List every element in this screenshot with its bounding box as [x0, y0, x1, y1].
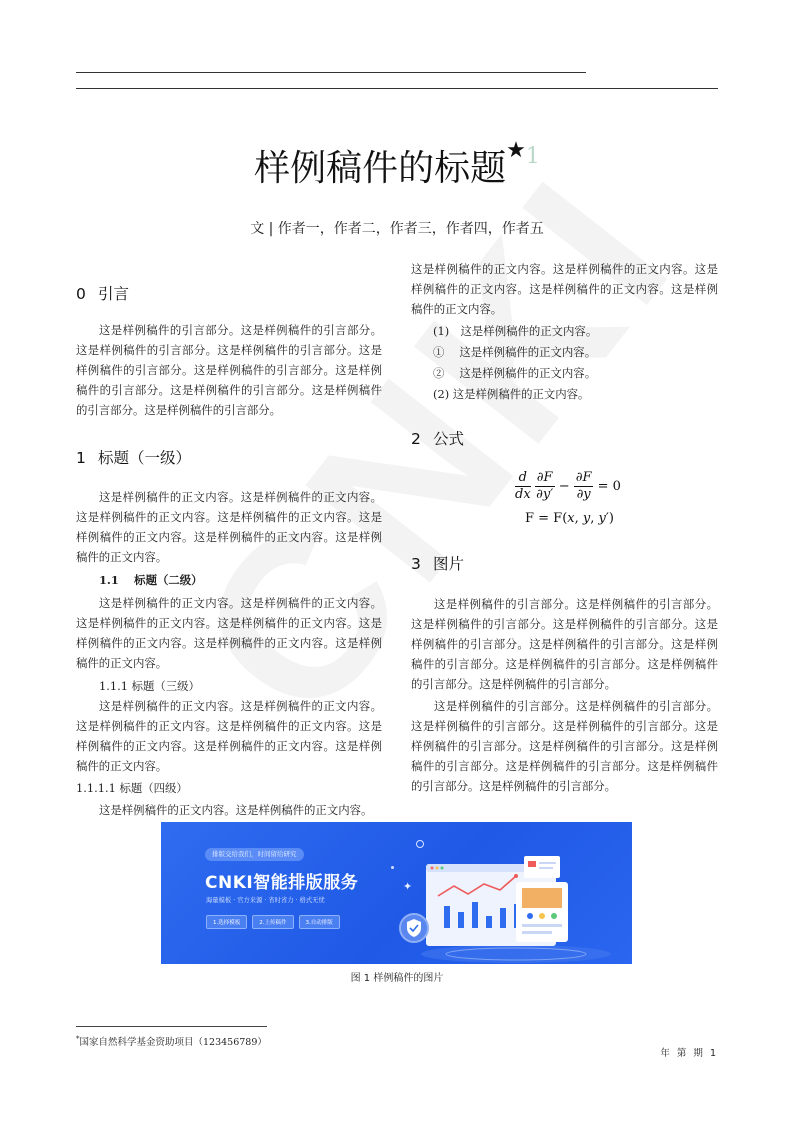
banner-step-1: 1.选择模板 — [206, 915, 247, 929]
section-0-title: 引言 — [98, 285, 130, 303]
footnote-mark: * — [76, 1034, 80, 1043]
list-item-4: (2) 这是样例稿件的正文内容。 — [433, 387, 590, 401]
decor-dot — [391, 866, 394, 869]
paper-title-text: 样例稿件的标题 — [254, 148, 507, 189]
star-icon: ★ — [506, 138, 526, 163]
section-3-heading — [411, 552, 464, 574]
right-continued-paragraph: 这是样例稿件的正文内容。这是样例稿件的正文内容。这是样例稿件的正文内容。这是样例稿件的正文内容。这是样例稿件的正文内容。 — [411, 262, 718, 316]
heading-level-2-paragraph: 这是样例稿件的正文内容。这是样例稿件的正文内容。这是样例稿件的正文内容。这是样例稿件的正文内容。这是样例稿件的正文内容。这是样例稿件的正文内容。这是样例稿件的正文内容。 — [76, 596, 382, 670]
banner-steps — [206, 915, 340, 929]
heading-level-2: 1.1 标题（二级） — [99, 573, 203, 587]
heading-level-3-paragraph: 这是样例稿件的正文内容。这是样例稿件的正文内容。这是样例稿件的正文内容。这是样例稿件的正文内容。这是样例稿件的正文内容。这是样例稿件的正文内容。这是样例稿件的正文内容。 — [76, 699, 382, 773]
banner-step-2: 2.上传稿件 — [252, 915, 293, 929]
heading-level-4-paragraph: 这是样例稿件的正文内容。这是样例稿件的正文内容。 — [99, 803, 373, 817]
section-3-paragraph-2: 这是样例稿件的引言部分。这是样例稿件的引言部分。这是样例稿件的引言部分。这是样例稿件的引言部分。这是样例稿件的引言部分。这是样例稿件的引言部分。这是样例稿件的引言部分。这是样例稿件的引言部分。这是样例稿件的引言部分。这是样例稿件的引言部分。 — [411, 699, 718, 793]
header-rule-long — [76, 88, 718, 89]
heading-level-4: 1.1.1.1 标题（四级） — [76, 781, 188, 795]
list-item-2: ① 这是样例稿件的正文内容。 — [433, 345, 597, 359]
list-item-3: ② 这是样例稿件的正文内容。 — [433, 366, 597, 380]
section-3-paragraph-1: 这是样例稿件的引言部分。这是样例稿件的引言部分。这是样例稿件的引言部分。这是样例稿件的引言部分。这是样例稿件的引言部分。这是样例稿件的引言部分。这是样例稿件的引言部分。这是样例稿件的引言部分。这是样例稿件的引言部分。这是样例稿件的引言部分。 — [411, 597, 718, 691]
section-0-number: 0 — [76, 285, 86, 303]
footnote-rule — [76, 1026, 267, 1027]
banner-title: CNKI智能排版服务 — [205, 873, 359, 893]
figure-caption: 图 1 样例稿件的图片 — [350, 973, 444, 984]
section-1-title: 标题（一级） — [98, 449, 192, 467]
section-2-number: 2 — [411, 430, 421, 448]
paper-title — [0, 140, 794, 191]
banner-step-3: 3.自动排版 — [299, 915, 340, 929]
figure-banner — [161, 822, 632, 964]
formula-functional: F = F(x, y, y′) — [525, 511, 614, 526]
section-3-title: 图片 — [433, 555, 465, 573]
title-footnote-ref[interactable]: 1 — [525, 144, 540, 169]
frac-dF-dy: $\frac{\partial F}{\partial y}$ — [575, 470, 592, 502]
footnote-text: 国家自然科学基金资助项目（123456789） — [79, 1037, 267, 1048]
section-0-paragraph: 这是样例稿件的引言部分。这是样例稿件的引言部分。这是样例稿件的引言部分。这是样例稿件的引言部分。这是样例稿件的引言部分。这是样例稿件的引言部分。这是样例稿件的引言部分。这是样例稿件的引言部分。这是样例稿件的引言部分。这是样例稿件的引言部分。 — [76, 323, 382, 417]
section-2-heading — [411, 427, 464, 449]
banner-tag: 排版交给我们，时间留给研究 — [205, 848, 304, 861]
frac-d-dx: $\frac{d}{dx}$ — [515, 470, 531, 502]
section-2-title: 公式 — [433, 430, 465, 448]
list-item-1: (1) 这是样例稿件的正文内容。 — [433, 324, 598, 338]
section-1-heading — [76, 446, 191, 468]
page-number: 年 第 期 1 — [660, 1048, 718, 1059]
footnote — [76, 1034, 267, 1048]
frac-dF-dy-prime: $\frac{\partial F}{\partial y'}$ — [536, 470, 554, 502]
formula-euler-lagrange: $\frac{d}{dx}$ $\frac{\partial F}{\partial y'}$ − $\frac{\partial F}{\partial y}$ = 0 — [515, 470, 621, 502]
author-line: 文 | 作者一，作者二，作者三，作者四，作者五 — [250, 221, 544, 237]
section-0-heading — [76, 282, 129, 304]
section-3-number: 3 — [411, 555, 421, 573]
banner-subtitle: 海量模板 · 官方来源 · 省时省力 · 格式无忧 — [206, 897, 325, 904]
heading-level-3: 1.1.1 标题（三级） — [99, 679, 200, 693]
header-rule-short — [76, 72, 586, 73]
dashboard-illustration — [396, 836, 626, 964]
sparkle-icon: ✦ — [403, 880, 413, 893]
section-1-paragraph: 这是样例稿件的正文内容。这是样例稿件的正文内容。这是样例稿件的正文内容。这是样例稿件的正文内容。这是样例稿件的正文内容。这是样例稿件的正文内容。这是样例稿件的正文内容。 — [76, 490, 382, 564]
section-1-number: 1 — [76, 449, 86, 467]
